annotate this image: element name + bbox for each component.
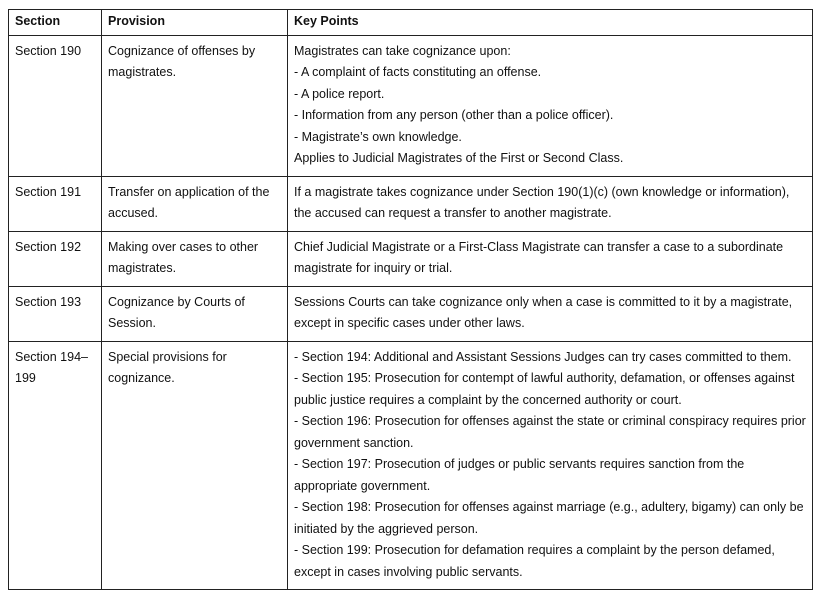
key-points-cell — [288, 35, 813, 176]
table-row — [9, 286, 813, 341]
header-row — [9, 10, 813, 36]
table-row — [9, 35, 813, 176]
key-point-line: Sessions Courts can take cognizance only when a case is committed to it by a magistrate, except in specific cases under other laws. — [294, 294, 793, 330]
key-point-line: - A complaint of facts constituting an offense. — [294, 65, 542, 79]
key-point-line: Chief Judicial Magistrate or a First-Class Magistrate can transfer a case to a subordinate magistrate for inquiry or trial. — [294, 239, 784, 275]
table-row — [9, 231, 813, 286]
key-point-line: - Section 199: Prosecution for defamation requires a complaint by the person defamed, except in cases involving public servants. — [294, 543, 775, 579]
key-point-line: - A police report. — [294, 86, 385, 101]
key-points-cell — [288, 286, 813, 341]
header-key-points: Key Points — [288, 10, 813, 36]
provision-cell: Cognizance of offenses by magistrates. — [102, 35, 288, 176]
key-points-cell — [288, 176, 813, 231]
provision-cell: Cognizance by Courts of Session. — [102, 286, 288, 341]
key-point-line: - Section 195: Prosecution for contempt of lawful authority, defamation, or offenses against public justice requires a complaint by the concerned authority or court. — [294, 371, 795, 407]
key-point-line: - Section 197: Prosecution of judges or public servants requires sanction from the appropriate government. — [294, 457, 745, 493]
key-point-line: - Information from any person (other than a police officer). — [294, 108, 614, 122]
section-cell: Section 190 — [9, 35, 102, 176]
key-points-cell — [288, 231, 813, 286]
section-cell: Section 193 — [9, 286, 102, 341]
key-point-line: Applies to Judicial Magistrates of the First or Second Class. — [294, 151, 624, 165]
header-section: Section — [9, 10, 102, 36]
key-point-line: - Section 198: Prosecution for offenses against marriage (e.g., adultery, bigamy) can only be initiated by the aggrieved person. — [294, 500, 804, 536]
provision-cell: Making over cases to other magistrates. — [102, 231, 288, 286]
table-row — [9, 176, 813, 231]
provision-cell: Special provisions for cognizance. — [102, 341, 288, 590]
section-cell: Section 191 — [9, 176, 102, 231]
provision-cell: Transfer on application of the accused. — [102, 176, 288, 231]
key-point-line: - Magistrate’s own knowledge. — [294, 129, 462, 144]
key-point-line: Magistrates can take cognizance upon: — [294, 43, 511, 58]
key-points-cell — [288, 341, 813, 590]
section-cell: Section 194–199 — [9, 341, 102, 590]
key-point-line: - Section 194: Additional and Assistant Sessions Judges can try cases committed to them. — [294, 349, 792, 364]
provisions-table — [8, 9, 813, 590]
key-point-line: If a magistrate takes cognizance under Section 190(1)(c) (own knowledge or information), the accused can request a transfer to another magistrate. — [294, 184, 790, 220]
section-cell: Section 192 — [9, 231, 102, 286]
table-row — [9, 341, 813, 590]
header-provision: Provision — [102, 10, 288, 36]
key-point-line: - Section 196: Prosecution for offenses against the state or criminal conspiracy requires prior government sanction. — [294, 414, 806, 450]
